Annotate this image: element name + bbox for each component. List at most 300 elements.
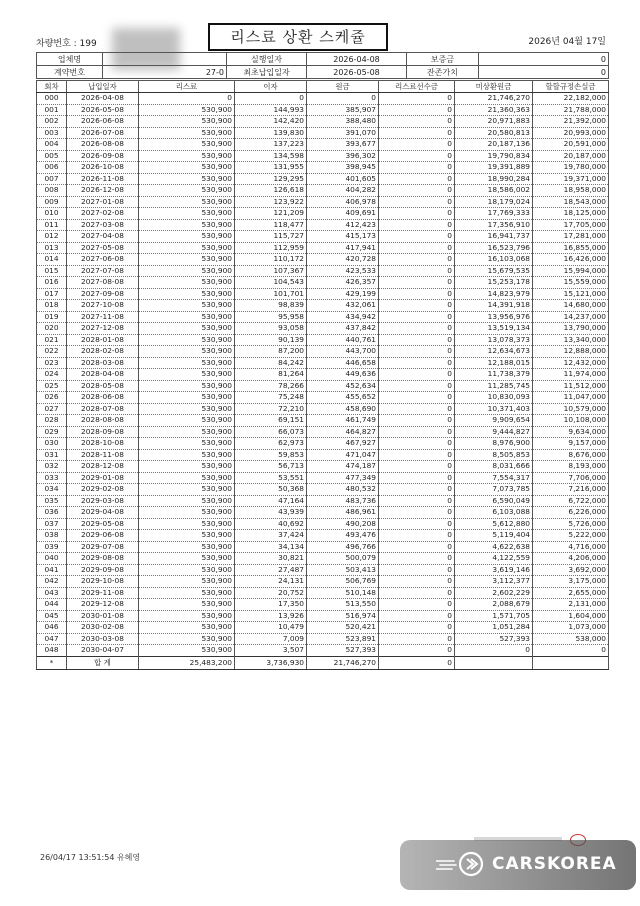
installment-no-cell: 041 — [37, 564, 67, 576]
watermark-text: CARSKOREA — [492, 854, 617, 874]
table-row — [37, 162, 609, 174]
termination-loss-cell: 20,591,000 — [533, 139, 609, 151]
payment-date-cell: 2028-07-08 — [67, 403, 139, 415]
unpaid-principal-cell: 21,360,363 — [455, 104, 533, 116]
prepaid-fee-cell: 0 — [379, 311, 455, 323]
lease-fee-cell: 530,900 — [139, 150, 235, 162]
total-payment-date-cell: 합 계 — [67, 656, 139, 669]
prepaid-fee-cell: 0 — [379, 415, 455, 427]
unpaid-principal-cell: 18,179,024 — [455, 196, 533, 208]
table-row — [37, 288, 609, 300]
principal-cell: 423,533 — [307, 265, 379, 277]
table-row — [37, 219, 609, 231]
prepaid-fee-cell: 0 — [379, 380, 455, 392]
installment-no-cell: 036 — [37, 507, 67, 519]
principal-cell: 404,282 — [307, 185, 379, 197]
table-row — [37, 438, 609, 450]
unpaid-principal-cell: 3,619,146 — [455, 564, 533, 576]
termination-loss-cell: 538,000 — [533, 633, 609, 645]
termination-loss-cell: 15,121,000 — [533, 288, 609, 300]
interest-cell: 59,853 — [235, 449, 307, 461]
interest-cell: 13,926 — [235, 610, 307, 622]
interest-cell: 98,839 — [235, 300, 307, 312]
table-row — [37, 196, 609, 208]
termination-loss-cell: 16,426,000 — [533, 254, 609, 266]
table-row — [37, 507, 609, 519]
payment-date-cell: 2029-06-08 — [67, 530, 139, 542]
prepaid-fee-cell: 0 — [379, 449, 455, 461]
principal-cell: 449,636 — [307, 369, 379, 381]
table-row — [37, 426, 609, 438]
interest-cell: 69,151 — [235, 415, 307, 427]
document-title: 리스료 상환 스케쥴 — [208, 23, 388, 51]
interest-cell: 62,973 — [235, 438, 307, 450]
principal-cell: 477,349 — [307, 472, 379, 484]
payment-date-cell: 2027-09-08 — [67, 288, 139, 300]
lease-fee-cell: 530,900 — [139, 357, 235, 369]
installment-no-cell: 013 — [37, 242, 67, 254]
prepaid-fee-cell: 0 — [379, 150, 455, 162]
lease-fee-cell: 530,900 — [139, 277, 235, 289]
principal-cell: 500,079 — [307, 553, 379, 565]
principal-cell: 510,148 — [307, 587, 379, 599]
termination-loss-cell: 4,716,000 — [533, 541, 609, 553]
prepaid-fee-cell: 0 — [379, 254, 455, 266]
payment-date-cell: 2029-11-08 — [67, 587, 139, 599]
unpaid-principal-cell: 4,122,559 — [455, 553, 533, 565]
interest-cell: 118,477 — [235, 219, 307, 231]
payment-date-cell: 2027-08-08 — [67, 277, 139, 289]
lease-fee-cell: 530,900 — [139, 185, 235, 197]
payment-date-cell: 2028-09-08 — [67, 426, 139, 438]
principal-cell: 490,208 — [307, 518, 379, 530]
termination-loss-cell: 18,125,000 — [533, 208, 609, 220]
unpaid-principal-cell: 0 — [455, 645, 533, 657]
col-header-unpaid-principal: 미상환원금 — [455, 81, 533, 93]
principal-cell: 412,423 — [307, 219, 379, 231]
table-row — [37, 392, 609, 404]
payment-date-cell: 2028-04-08 — [67, 369, 139, 381]
termination-loss-cell: 11,512,000 — [533, 380, 609, 392]
residual-label: 잔존가치 — [407, 66, 479, 79]
principal-cell: 398,945 — [307, 162, 379, 174]
unpaid-principal-cell: 16,103,068 — [455, 254, 533, 266]
payment-date-cell: 2029-02-08 — [67, 484, 139, 496]
total-lease-fee-cell: 25,483,200 — [139, 656, 235, 669]
table-row — [37, 564, 609, 576]
exec-date-value: 2026-04-08 — [307, 53, 407, 66]
deposit-label: 보증금 — [407, 53, 479, 66]
prepaid-fee-cell: 0 — [379, 599, 455, 611]
lease-fee-cell: 530,900 — [139, 334, 235, 346]
prepaid-fee-cell: 0 — [379, 645, 455, 657]
lease-fee-cell: 530,900 — [139, 415, 235, 427]
unpaid-principal-cell: 4,622,638 — [455, 541, 533, 553]
lease-fee-cell: 530,900 — [139, 484, 235, 496]
principal-cell: 0 — [307, 93, 379, 105]
table-row — [37, 541, 609, 553]
termination-loss-cell: 15,559,000 — [533, 277, 609, 289]
termination-loss-cell: 17,705,000 — [533, 219, 609, 231]
termination-loss-cell: 1,073,000 — [533, 622, 609, 634]
deposit-value: 0 — [479, 53, 609, 66]
installment-no-cell: 028 — [37, 415, 67, 427]
payment-date-cell: 2027-06-08 — [67, 254, 139, 266]
payment-date-cell: 2026-04-08 — [67, 93, 139, 105]
payment-date-cell: 2026-05-08 — [67, 104, 139, 116]
principal-cell: 420,728 — [307, 254, 379, 266]
interest-cell: 129,295 — [235, 173, 307, 185]
interest-cell: 47,164 — [235, 495, 307, 507]
unpaid-principal-cell: 20,187,136 — [455, 139, 533, 151]
installment-no-cell: 004 — [37, 139, 67, 151]
unpaid-principal-cell: 19,391,889 — [455, 162, 533, 174]
termination-loss-cell: 12,432,000 — [533, 357, 609, 369]
installment-no-cell: 016 — [37, 277, 67, 289]
table-row — [37, 104, 609, 116]
payment-date-cell: 2029-07-08 — [67, 541, 139, 553]
table-row — [37, 357, 609, 369]
installment-no-cell: 043 — [37, 587, 67, 599]
speed-lines-icon — [436, 858, 458, 872]
principal-cell: 455,652 — [307, 392, 379, 404]
prepaid-fee-cell: 0 — [379, 162, 455, 174]
interest-cell: 110,172 — [235, 254, 307, 266]
payment-date-cell: 2028-10-08 — [67, 438, 139, 450]
schedule-table — [36, 80, 609, 670]
table-row — [37, 254, 609, 266]
termination-loss-cell: 13,340,000 — [533, 334, 609, 346]
termination-loss-cell: 10,579,000 — [533, 403, 609, 415]
termination-loss-cell: 10,108,000 — [533, 415, 609, 427]
payment-date-cell: 2026-10-08 — [67, 162, 139, 174]
termination-loss-cell: 3,692,000 — [533, 564, 609, 576]
prepaid-fee-cell: 0 — [379, 426, 455, 438]
unpaid-principal-cell: 18,586,002 — [455, 185, 533, 197]
table-row — [37, 93, 609, 105]
table-row — [37, 484, 609, 496]
principal-cell: 527,393 — [307, 645, 379, 657]
interest-cell: 101,701 — [235, 288, 307, 300]
termination-loss-cell: 0 — [533, 645, 609, 657]
unpaid-principal-cell: 1,571,705 — [455, 610, 533, 622]
contract-no-label: 계약번호 — [37, 66, 103, 79]
payment-date-cell: 2026-12-08 — [67, 185, 139, 197]
prepaid-fee-cell: 0 — [379, 541, 455, 553]
col-header-prepaid-fee: 리스료선수금 — [379, 81, 455, 93]
unpaid-principal-cell: 9,444,827 — [455, 426, 533, 438]
interest-cell: 134,598 — [235, 150, 307, 162]
table-row — [37, 323, 609, 335]
termination-loss-cell: 21,392,000 — [533, 116, 609, 128]
lease-fee-cell: 530,900 — [139, 645, 235, 657]
installment-no-cell: 045 — [37, 610, 67, 622]
principal-cell: 461,749 — [307, 415, 379, 427]
termination-loss-cell: 3,175,000 — [533, 576, 609, 588]
interest-cell: 10,479 — [235, 622, 307, 634]
unpaid-principal-cell: 12,634,673 — [455, 346, 533, 358]
prepaid-fee-cell: 0 — [379, 403, 455, 415]
prepaid-fee-cell: 0 — [379, 300, 455, 312]
termination-loss-cell: 9,634,000 — [533, 426, 609, 438]
exec-date-label: 실행일자 — [227, 53, 307, 66]
principal-cell: 480,532 — [307, 484, 379, 496]
installment-no-cell: 007 — [37, 173, 67, 185]
lease-fee-cell: 530,900 — [139, 507, 235, 519]
payment-date-cell: 2027-03-08 — [67, 219, 139, 231]
unpaid-principal-cell: 5,119,404 — [455, 530, 533, 542]
principal-cell: 401,605 — [307, 173, 379, 185]
prepaid-fee-cell: 0 — [379, 208, 455, 220]
payment-date-cell: 2027-07-08 — [67, 265, 139, 277]
principal-cell: 493,476 — [307, 530, 379, 542]
prepaid-fee-cell: 0 — [379, 576, 455, 588]
principal-cell: 391,070 — [307, 127, 379, 139]
lease-fee-cell: 530,900 — [139, 173, 235, 185]
print-footer: 26/04/17 13:51:54 유혜영 — [40, 853, 141, 862]
interest-cell: 34,134 — [235, 541, 307, 553]
total-principal-cell: 21,746,270 — [307, 656, 379, 669]
unpaid-principal-cell: 13,956,976 — [455, 311, 533, 323]
installment-no-cell: 019 — [37, 311, 67, 323]
installment-no-cell: 032 — [37, 461, 67, 473]
document-date: 2026년 04월 17일 — [528, 37, 606, 47]
prepaid-fee-cell: 0 — [379, 242, 455, 254]
prepaid-fee-cell: 0 — [379, 277, 455, 289]
table-row — [37, 645, 609, 657]
interest-cell: 87,200 — [235, 346, 307, 358]
table-row — [37, 587, 609, 599]
principal-cell: 393,677 — [307, 139, 379, 151]
company-value — [103, 53, 227, 66]
lease-fee-cell: 530,900 — [139, 369, 235, 381]
table-row — [37, 633, 609, 645]
termination-loss-cell: 20,187,000 — [533, 150, 609, 162]
payment-date-cell: 2026-09-08 — [67, 150, 139, 162]
installment-no-cell: 003 — [37, 127, 67, 139]
interest-cell: 131,955 — [235, 162, 307, 174]
table-row — [37, 116, 609, 128]
installment-no-cell: 018 — [37, 300, 67, 312]
payment-date-cell: 2029-05-08 — [67, 518, 139, 530]
installment-no-cell: 031 — [37, 449, 67, 461]
principal-cell: 409,691 — [307, 208, 379, 220]
lease-fee-cell: 530,900 — [139, 530, 235, 542]
lease-fee-cell: 530,900 — [139, 461, 235, 473]
contract-info-table — [36, 52, 609, 79]
table-row — [37, 369, 609, 381]
payment-date-cell: 2027-05-08 — [67, 242, 139, 254]
payment-date-cell: 2028-05-08 — [67, 380, 139, 392]
lease-fee-cell: 530,900 — [139, 116, 235, 128]
installment-no-cell: 001 — [37, 104, 67, 116]
prepaid-fee-cell: 0 — [379, 392, 455, 404]
termination-loss-cell: 12,888,000 — [533, 346, 609, 358]
principal-cell: 496,766 — [307, 541, 379, 553]
unpaid-principal-cell: 19,790,834 — [455, 150, 533, 162]
unpaid-principal-cell: 10,830,093 — [455, 392, 533, 404]
contract-no-value: 27-0 — [103, 66, 227, 79]
installment-no-cell: 024 — [37, 369, 67, 381]
termination-loss-cell: 20,993,000 — [533, 127, 609, 139]
col-header-termination-loss: 할할규정손실금 — [533, 81, 609, 93]
lease-fee-cell: 530,900 — [139, 104, 235, 116]
lease-fee-cell: 530,900 — [139, 587, 235, 599]
installment-no-cell: 040 — [37, 553, 67, 565]
prepaid-fee-cell: 0 — [379, 185, 455, 197]
unpaid-principal-cell: 16,523,796 — [455, 242, 533, 254]
info-row — [37, 66, 609, 79]
lease-fee-cell: 530,900 — [139, 300, 235, 312]
installment-no-cell: 038 — [37, 530, 67, 542]
principal-cell: 396,302 — [307, 150, 379, 162]
lease-fee-cell: 530,900 — [139, 242, 235, 254]
lease-fee-cell: 530,900 — [139, 599, 235, 611]
unpaid-principal-cell: 14,391,918 — [455, 300, 533, 312]
principal-cell: 385,907 — [307, 104, 379, 116]
interest-cell: 43,939 — [235, 507, 307, 519]
prepaid-fee-cell: 0 — [379, 104, 455, 116]
termination-loss-cell: 8,193,000 — [533, 461, 609, 473]
installment-no-cell: 025 — [37, 380, 67, 392]
interest-cell: 95,958 — [235, 311, 307, 323]
lease-fee-cell: 530,900 — [139, 438, 235, 450]
interest-cell: 123,922 — [235, 196, 307, 208]
interest-cell: 27,487 — [235, 564, 307, 576]
termination-loss-cell: 7,216,000 — [533, 484, 609, 496]
prepaid-fee-cell: 0 — [379, 633, 455, 645]
prepaid-fee-cell: 0 — [379, 231, 455, 243]
unpaid-principal-cell: 10,371,403 — [455, 403, 533, 415]
interest-cell: 115,727 — [235, 231, 307, 243]
payment-date-cell: 2027-01-08 — [67, 196, 139, 208]
unpaid-principal-cell: 1,051,284 — [455, 622, 533, 634]
lease-fee-cell: 530,900 — [139, 254, 235, 266]
interest-cell: 50,368 — [235, 484, 307, 496]
first-payment-label: 최초납입일자 — [227, 66, 307, 79]
termination-loss-cell: 6,226,000 — [533, 507, 609, 519]
installment-no-cell: 006 — [37, 162, 67, 174]
prepaid-fee-cell: 0 — [379, 587, 455, 599]
col-header-lease-fee: 리스료 — [139, 81, 235, 93]
installment-no-cell: 009 — [37, 196, 67, 208]
table-row — [37, 127, 609, 139]
termination-loss-cell: 1,604,000 — [533, 610, 609, 622]
payment-date-cell: 2026-11-08 — [67, 173, 139, 185]
lease-fee-cell: 530,900 — [139, 426, 235, 438]
installment-no-cell: 033 — [37, 472, 67, 484]
residual-value: 0 — [479, 66, 609, 79]
table-row — [37, 173, 609, 185]
lease-fee-cell: 530,900 — [139, 518, 235, 530]
termination-loss-cell: 11,974,000 — [533, 369, 609, 381]
payment-date-cell: 2028-11-08 — [67, 449, 139, 461]
interest-cell: 144,993 — [235, 104, 307, 116]
interest-cell: 139,830 — [235, 127, 307, 139]
prepaid-fee-cell: 0 — [379, 139, 455, 151]
lease-fee-cell: 530,900 — [139, 380, 235, 392]
table-row — [37, 311, 609, 323]
lease-fee-cell: 530,900 — [139, 633, 235, 645]
installment-no-cell: 017 — [37, 288, 67, 300]
unpaid-principal-cell: 5,612,880 — [455, 518, 533, 530]
interest-cell: 126,618 — [235, 185, 307, 197]
unpaid-principal-cell: 6,103,088 — [455, 507, 533, 519]
lease-fee-cell: 530,900 — [139, 288, 235, 300]
payment-date-cell: 2027-04-08 — [67, 231, 139, 243]
lease-fee-cell: 0 — [139, 93, 235, 105]
installment-no-cell: 035 — [37, 495, 67, 507]
total-row — [37, 656, 609, 669]
unpaid-principal-cell: 16,941,737 — [455, 231, 533, 243]
unpaid-principal-cell: 12,188,015 — [455, 357, 533, 369]
principal-cell: 434,942 — [307, 311, 379, 323]
lease-fee-cell: 530,900 — [139, 610, 235, 622]
unpaid-principal-cell: 2,602,229 — [455, 587, 533, 599]
payment-date-cell: 2028-08-08 — [67, 415, 139, 427]
installment-no-cell: 010 — [37, 208, 67, 220]
col-header-payment-date: 납입일자 — [67, 81, 139, 93]
interest-cell: 84,242 — [235, 357, 307, 369]
principal-cell: 446,658 — [307, 357, 379, 369]
table-row — [37, 346, 609, 358]
payment-date-cell: 2030-04-07 — [67, 645, 139, 657]
unpaid-principal-cell: 8,505,853 — [455, 449, 533, 461]
unpaid-principal-cell: 527,393 — [455, 633, 533, 645]
interest-cell: 66,073 — [235, 426, 307, 438]
prepaid-fee-cell: 0 — [379, 357, 455, 369]
termination-loss-cell: 19,371,000 — [533, 173, 609, 185]
principal-cell: 417,941 — [307, 242, 379, 254]
table-row — [37, 139, 609, 151]
interest-cell: 90,139 — [235, 334, 307, 346]
prepaid-fee-cell: 0 — [379, 93, 455, 105]
installment-no-cell: 011 — [37, 219, 67, 231]
unpaid-principal-cell: 20,580,813 — [455, 127, 533, 139]
schedule-header-row — [37, 81, 609, 93]
termination-loss-cell: 18,958,000 — [533, 185, 609, 197]
installment-no-cell: 021 — [37, 334, 67, 346]
lease-fee-cell: 530,900 — [139, 403, 235, 415]
lease-fee-cell: 530,900 — [139, 553, 235, 565]
termination-loss-cell: 16,855,000 — [533, 242, 609, 254]
unpaid-principal-cell: 7,554,317 — [455, 472, 533, 484]
interest-cell: 142,420 — [235, 116, 307, 128]
unpaid-principal-cell: 21,746,270 — [455, 93, 533, 105]
lease-fee-cell: 530,900 — [139, 231, 235, 243]
table-row — [37, 553, 609, 565]
installment-no-cell: 047 — [37, 633, 67, 645]
carskorea-watermark — [400, 840, 636, 890]
lease-fee-cell: 530,900 — [139, 127, 235, 139]
info-row — [37, 53, 609, 66]
table-row — [37, 208, 609, 220]
first-payment-value: 2026-05-08 — [307, 66, 407, 79]
principal-cell: 503,413 — [307, 564, 379, 576]
principal-cell: 474,187 — [307, 461, 379, 473]
installment-no-cell: 029 — [37, 426, 67, 438]
termination-loss-cell: 22,182,000 — [533, 93, 609, 105]
interest-cell: 24,131 — [235, 576, 307, 588]
prepaid-fee-cell: 0 — [379, 173, 455, 185]
prepaid-fee-cell: 0 — [379, 461, 455, 473]
installment-no-cell: 002 — [37, 116, 67, 128]
termination-loss-cell: 2,131,000 — [533, 599, 609, 611]
lease-fee-cell: 530,900 — [139, 449, 235, 461]
table-row — [37, 495, 609, 507]
unpaid-principal-cell: 8,976,900 — [455, 438, 533, 450]
payment-date-cell: 2029-01-08 — [67, 472, 139, 484]
